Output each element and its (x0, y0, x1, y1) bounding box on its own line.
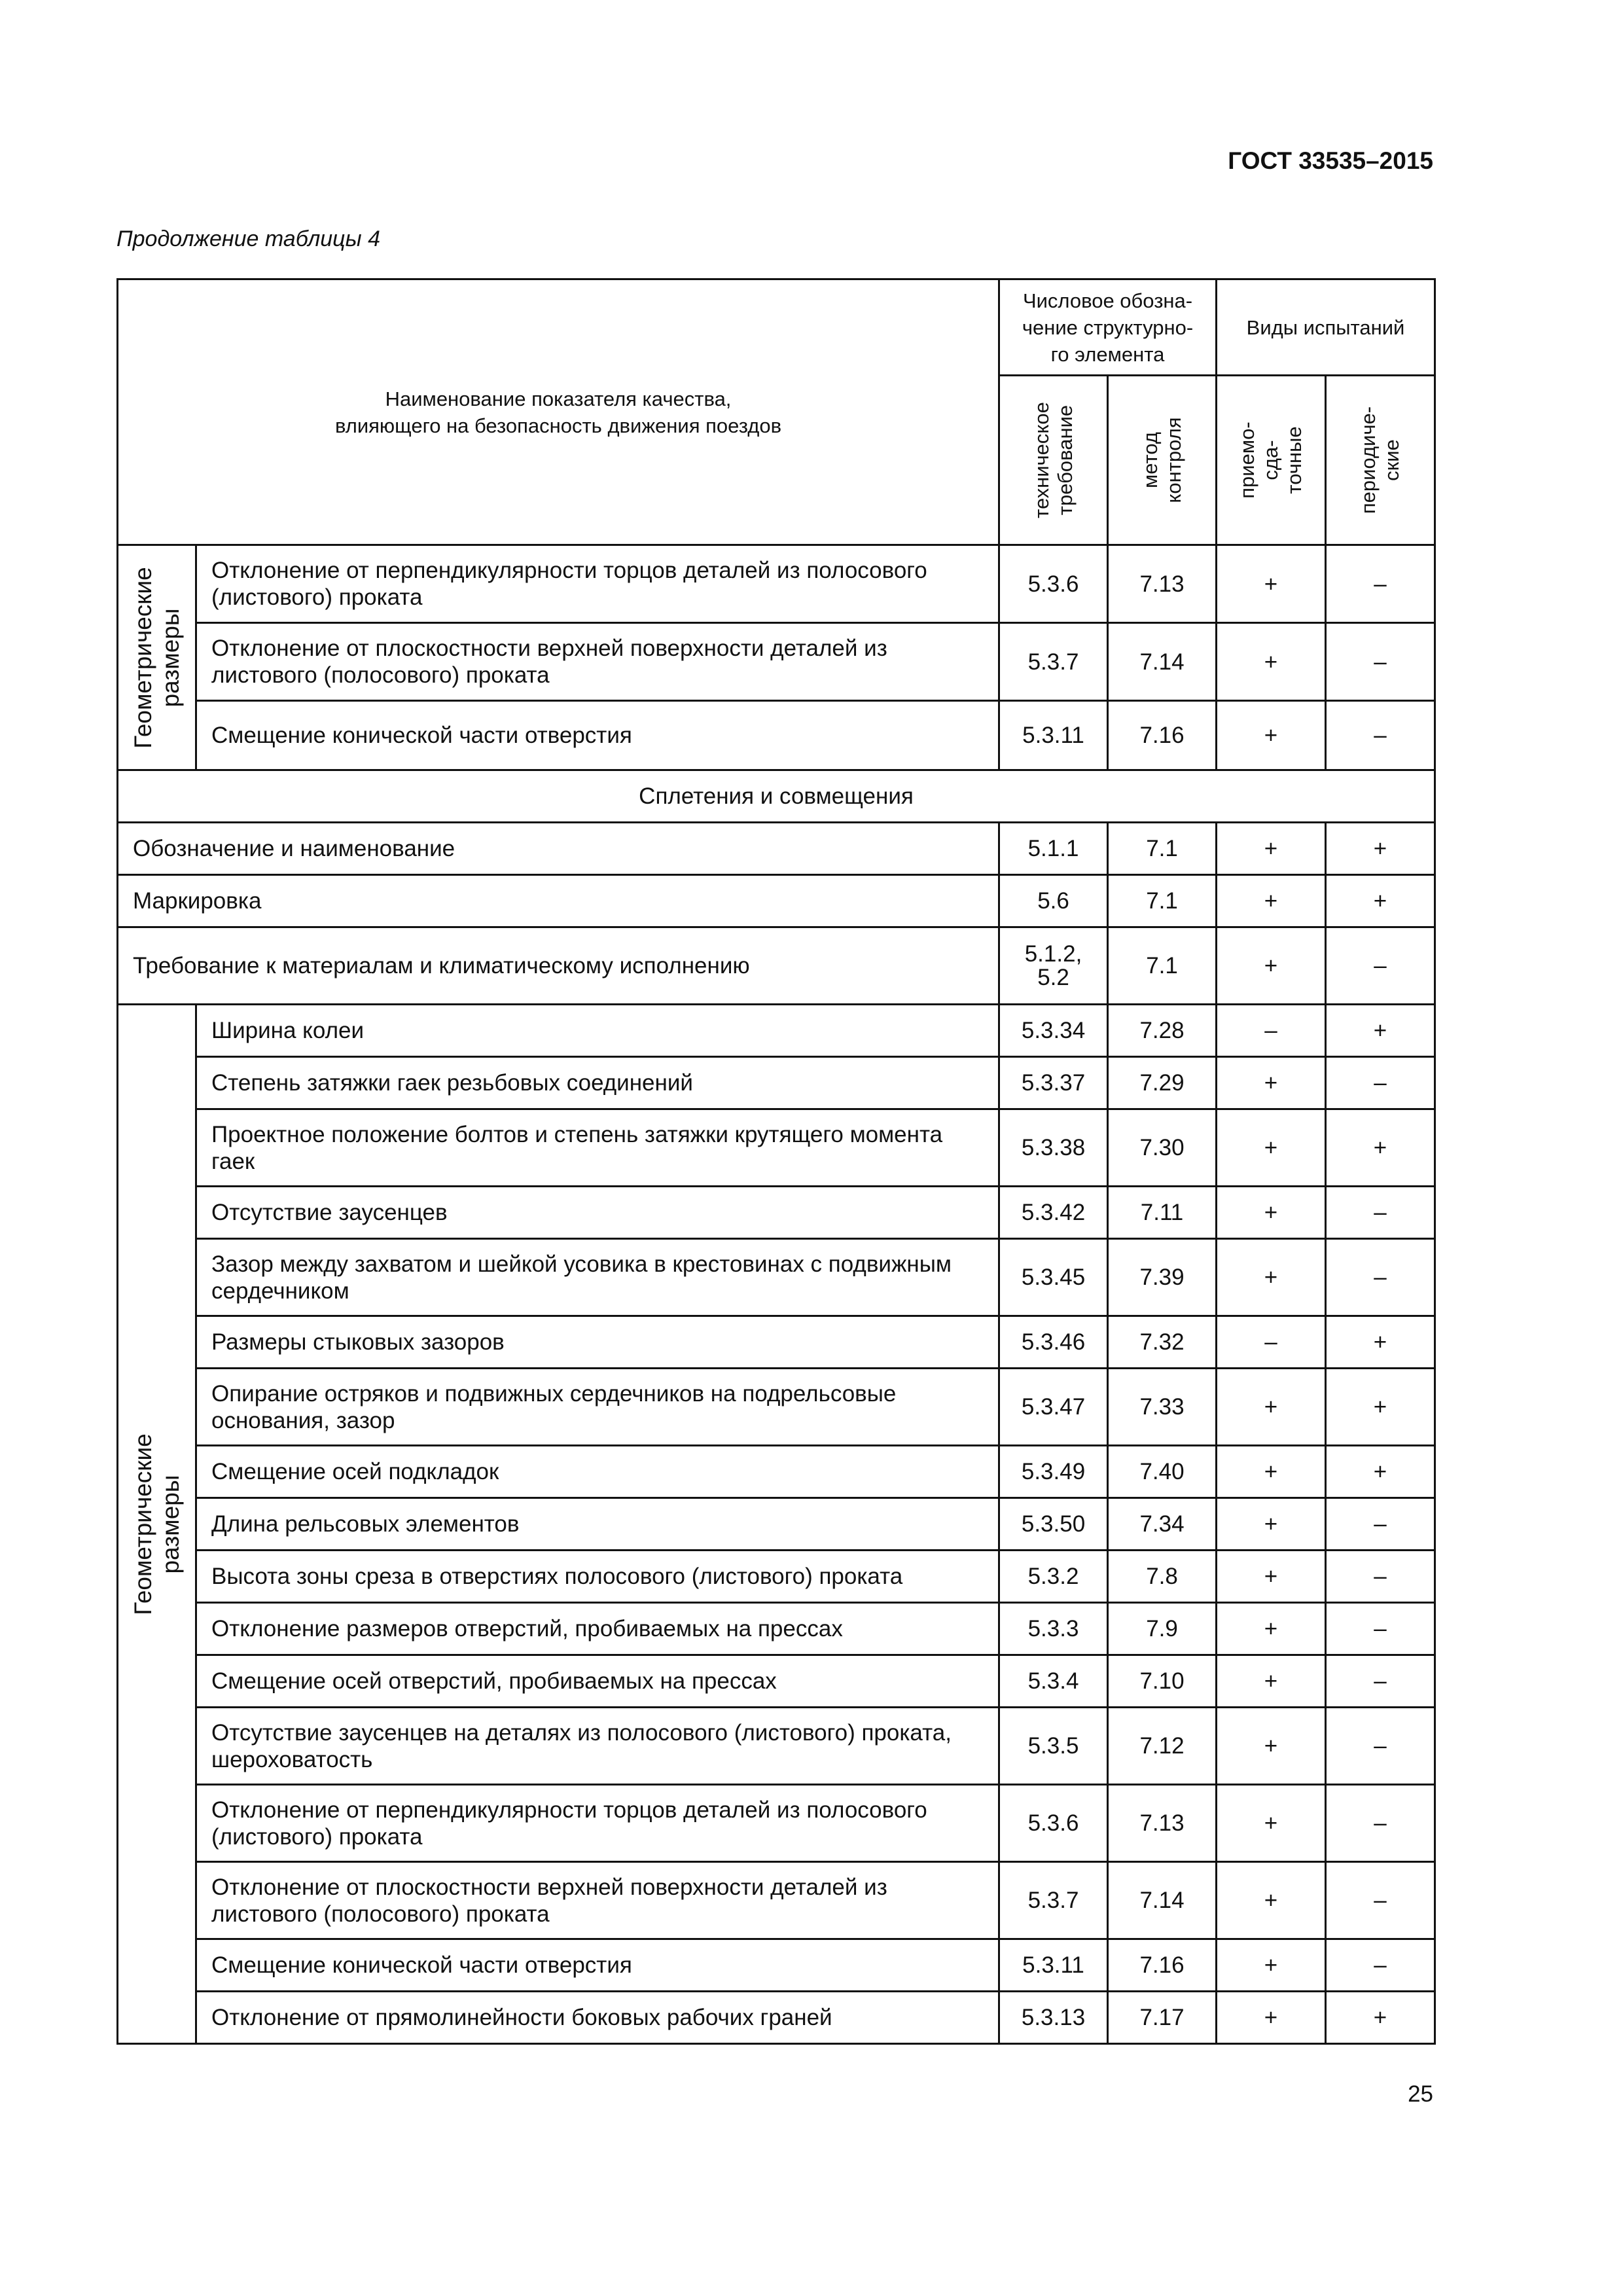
indicator-name-cell: Отсутствие заусенцев на деталях из полосового (листового) проката, шероховатость (196, 1708, 999, 1785)
periodic-test-cell: – (1326, 1498, 1435, 1551)
periodic-test-cell: + (1326, 1316, 1435, 1369)
technical-requirement-cell: 5.1.2, 5.2 (999, 927, 1108, 1005)
technical-requirement-cell: 5.3.46 (999, 1316, 1108, 1369)
control-method-cell: 7.14 (1108, 1862, 1217, 1939)
indicator-name-cell: Отсутствие заусенцев (196, 1187, 999, 1239)
periodic-test-cell: – (1326, 1239, 1435, 1316)
periodic-test-cell: – (1326, 1939, 1435, 1992)
header-acceptance-tests: приемо-сда- точные (1217, 376, 1326, 545)
control-method-cell: 7.13 (1108, 1785, 1217, 1862)
periodic-test-cell: + (1326, 1369, 1435, 1446)
control-method-cell: 7.28 (1108, 1005, 1217, 1057)
indicator-name-cell: Отклонение от плоскостности верхней поверхности деталей из листового (полосового) проката (196, 623, 999, 701)
technical-requirement-cell: 5.3.37 (999, 1057, 1108, 1109)
header-periodic-tests: периодиче- ские (1326, 376, 1435, 545)
technical-requirement-cell: 5.3.7 (999, 1862, 1108, 1939)
standard-code: ГОСТ 33535–2015 (1228, 147, 1433, 174)
periodic-test-cell: + (1326, 1109, 1435, 1187)
periodic-test-cell: – (1326, 1708, 1435, 1785)
header-numeric-designation: Числовое обозна- чение структурно- го элемента (999, 279, 1217, 376)
table-row (118, 1057, 1435, 1109)
acceptance-test-cell: + (1217, 823, 1326, 875)
technical-requirement-cell: 5.3.11 (999, 1939, 1108, 1992)
periodic-test-cell: + (1326, 1446, 1435, 1498)
control-method-cell: 7.9 (1108, 1603, 1217, 1655)
indicator-name-cell: Отклонение от перпендикулярности торцов деталей из полосового (листового) проката (196, 545, 999, 623)
periodic-test-cell: + (1326, 875, 1435, 927)
table-row (118, 1551, 1435, 1603)
table-row (118, 1316, 1435, 1369)
periodic-test-cell: – (1326, 1187, 1435, 1239)
table-row (118, 623, 1435, 701)
technical-requirement-cell: 5.3.11 (999, 701, 1108, 770)
indicator-name-cell: Отклонение размеров отверстий, пробиваемых на прессах (196, 1603, 999, 1655)
acceptance-test-cell: + (1217, 1109, 1326, 1187)
table-row (118, 1239, 1435, 1316)
table-row (118, 1655, 1435, 1708)
periodic-test-cell: + (1326, 1992, 1435, 2044)
indicator-name-cell: Длина рельсовых элементов (196, 1498, 999, 1551)
acceptance-test-cell: + (1217, 1939, 1326, 1992)
acceptance-test-cell: + (1217, 1057, 1326, 1109)
acceptance-test-cell: + (1217, 1708, 1326, 1785)
table-row (118, 1446, 1435, 1498)
indicator-name-cell: Отклонение от перпендикулярности торцов деталей из полосового (листового) проката (196, 1785, 999, 1862)
indicator-name-cell: Требование к материалам и климатическому исполнению (118, 927, 999, 1005)
technical-requirement-cell: 5.3.13 (999, 1992, 1108, 2044)
header-indicator-name: Наименование показателя качества, влияющего на безопасность движения поездов (118, 279, 999, 545)
acceptance-test-cell: + (1217, 1785, 1326, 1862)
periodic-test-cell: – (1326, 927, 1435, 1005)
control-method-cell: 7.1 (1108, 875, 1217, 927)
control-method-cell: 7.16 (1108, 1939, 1217, 1992)
indicator-name-cell: Обозначение и наименование (118, 823, 999, 875)
acceptance-test-cell: + (1217, 1551, 1326, 1603)
table-row (118, 1005, 1435, 1057)
table-row (118, 1785, 1435, 1862)
technical-requirement-cell: 5.3.34 (999, 1005, 1108, 1057)
control-method-cell: 7.32 (1108, 1316, 1217, 1369)
periodic-test-cell: – (1326, 1862, 1435, 1939)
control-method-cell: 7.17 (1108, 1992, 1217, 2044)
indicator-name-cell: Зазор между захватом и шейкой усовика в крестовинах с подвижным сердечником (196, 1239, 999, 1316)
control-method-cell: 7.30 (1108, 1109, 1217, 1187)
acceptance-test-cell: + (1217, 1862, 1326, 1939)
indicator-name-cell: Размеры стыковых зазоров (196, 1316, 999, 1369)
table-row (118, 701, 1435, 770)
periodic-test-cell: + (1326, 823, 1435, 875)
control-method-cell: 7.10 (1108, 1655, 1217, 1708)
indicator-name-cell: Маркировка (118, 875, 999, 927)
section-row (118, 770, 1435, 823)
periodic-test-cell: – (1326, 701, 1435, 770)
table-row (118, 1708, 1435, 1785)
periodic-test-cell: – (1326, 1057, 1435, 1109)
indicator-name-cell: Высота зоны среза в отверстиях полосового (листового) проката (196, 1551, 999, 1603)
table-row (118, 1603, 1435, 1655)
acceptance-test-cell: + (1217, 927, 1326, 1005)
acceptance-test-cell: + (1217, 1498, 1326, 1551)
header-test-types: Виды испытаний (1217, 279, 1435, 376)
acceptance-test-cell: + (1217, 1603, 1326, 1655)
acceptance-test-cell: + (1217, 1239, 1326, 1316)
indicator-name-cell: Степень затяжки гаек резьбовых соединений (196, 1057, 999, 1109)
table-row (118, 1939, 1435, 1992)
technical-requirement-cell: 5.3.3 (999, 1603, 1108, 1655)
periodic-test-cell: – (1326, 1603, 1435, 1655)
technical-requirement-cell: 5.1.1 (999, 823, 1108, 875)
technical-requirement-cell: 5.3.7 (999, 623, 1108, 701)
control-method-cell: 7.12 (1108, 1708, 1217, 1785)
table-row (118, 1992, 1435, 2044)
technical-requirement-cell: 5.3.47 (999, 1369, 1108, 1446)
indicator-name-cell: Отклонение от плоскостности верхней поверхности деталей из листового (полосового) проката (196, 1862, 999, 1939)
technical-requirement-cell: 5.3.6 (999, 1785, 1108, 1862)
indicator-name-cell: Отклонение от прямолинейности боковых рабочих граней (196, 1992, 999, 2044)
table-row (118, 545, 1435, 623)
quality-indicators-table (116, 278, 1436, 2045)
acceptance-test-cell: + (1217, 1992, 1326, 2044)
control-method-cell: 7.1 (1108, 823, 1217, 875)
group-label-geometric-dimensions-1: Геометрические размеры (118, 545, 196, 770)
indicator-name-cell: Проектное положение болтов и степень затяжки крутящего момента гаек (196, 1109, 999, 1187)
control-method-cell: 7.1 (1108, 927, 1217, 1005)
technical-requirement-cell: 5.3.4 (999, 1655, 1108, 1708)
technical-requirement-cell: 5.3.50 (999, 1498, 1108, 1551)
control-method-cell: 7.39 (1108, 1239, 1217, 1316)
control-method-cell: 7.33 (1108, 1369, 1217, 1446)
technical-requirement-cell: 5.3.42 (999, 1187, 1108, 1239)
indicator-name-cell: Смещение осей отверстий, пробиваемых на прессах (196, 1655, 999, 1708)
acceptance-test-cell: + (1217, 1187, 1326, 1239)
control-method-cell: 7.14 (1108, 623, 1217, 701)
indicator-name-cell: Ширина колеи (196, 1005, 999, 1057)
table-row (118, 1109, 1435, 1187)
acceptance-test-cell: + (1217, 623, 1326, 701)
periodic-test-cell: – (1326, 545, 1435, 623)
technical-requirement-cell: 5.3.2 (999, 1551, 1108, 1603)
indicator-name-cell: Опирание остряков и подвижных сердечников на подрельсовые основания, зазор (196, 1369, 999, 1446)
page-number: 25 (1408, 2081, 1433, 2107)
control-method-cell: 7.16 (1108, 701, 1217, 770)
control-method-cell: 7.29 (1108, 1057, 1217, 1109)
indicator-name-cell: Смещение конической части отверстия (196, 1939, 999, 1992)
technical-requirement-cell: 5.3.38 (999, 1109, 1108, 1187)
technical-requirement-cell: 5.3.6 (999, 545, 1108, 623)
acceptance-test-cell: + (1217, 1446, 1326, 1498)
indicator-name-cell: Смещение конической части отверстия (196, 701, 999, 770)
technical-requirement-cell: 5.3.45 (999, 1239, 1108, 1316)
section-title: Сплетения и совмещения (118, 770, 1435, 823)
acceptance-test-cell: + (1217, 1655, 1326, 1708)
table-row (118, 1862, 1435, 1939)
table-row (118, 927, 1435, 1005)
control-method-cell: 7.40 (1108, 1446, 1217, 1498)
header-technical-requirement: техническое требование (999, 376, 1108, 545)
control-method-cell: 7.11 (1108, 1187, 1217, 1239)
group-label-geometric-dimensions-2: Геометрические размеры (118, 1005, 196, 2044)
periodic-test-cell: – (1326, 623, 1435, 701)
acceptance-test-cell: – (1217, 1316, 1326, 1369)
periodic-test-cell: – (1326, 1551, 1435, 1603)
table-continuation-caption: Продолжение таблицы 4 (116, 226, 380, 251)
acceptance-test-cell: + (1217, 545, 1326, 623)
periodic-test-cell: – (1326, 1785, 1435, 1862)
control-method-cell: 7.8 (1108, 1551, 1217, 1603)
control-method-cell: 7.34 (1108, 1498, 1217, 1551)
technical-requirement-cell: 5.3.49 (999, 1446, 1108, 1498)
table-row (118, 1369, 1435, 1446)
technical-requirement-cell: 5.3.5 (999, 1708, 1108, 1785)
header-control-method: метод контроля (1108, 376, 1217, 545)
indicator-name-cell: Смещение осей подкладок (196, 1446, 999, 1498)
table-row (118, 823, 1435, 875)
acceptance-test-cell: + (1217, 875, 1326, 927)
periodic-test-cell: – (1326, 1655, 1435, 1708)
table-row (118, 875, 1435, 927)
technical-requirement-cell: 5.6 (999, 875, 1108, 927)
control-method-cell: 7.13 (1108, 545, 1217, 623)
table-row (118, 1498, 1435, 1551)
acceptance-test-cell: – (1217, 1005, 1326, 1057)
table-row (118, 1187, 1435, 1239)
periodic-test-cell: + (1326, 1005, 1435, 1057)
acceptance-test-cell: + (1217, 701, 1326, 770)
acceptance-test-cell: + (1217, 1369, 1326, 1446)
